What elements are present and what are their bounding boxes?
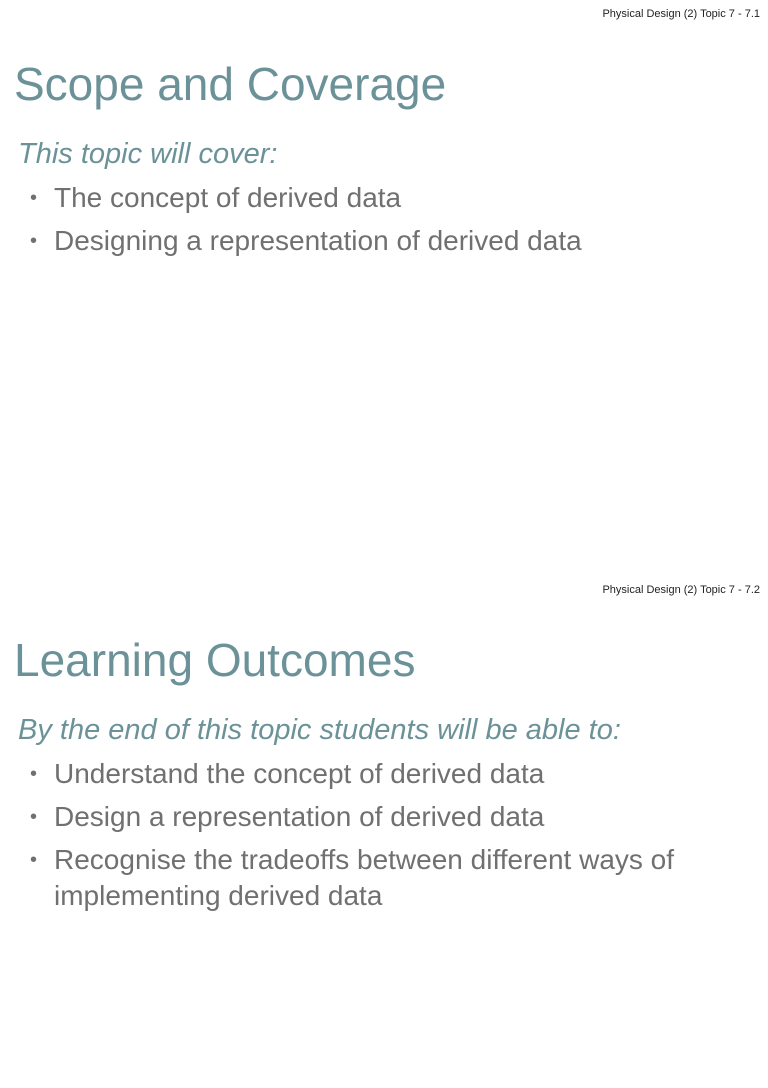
slide-learning-outcomes [0,576,768,1088]
bullet-item [30,180,740,216]
bullet-item [30,842,740,914]
bullet-dot-icon: • [30,806,38,828]
bullet-dot-icon: • [30,230,38,252]
slide-header: Physical Design (2) Topic 7 - 7.2 [602,584,760,596]
slide-title: Learning Outcomes [14,634,416,686]
bullet-item [30,223,740,259]
slide-header: Physical Design (2) Topic 7 - 7.1 [602,8,760,20]
slide-scope-and-coverage [0,0,768,512]
bullet-list [30,756,740,921]
bullet-text: The concept of derived data [54,182,402,213]
bullet-text: Understand the concept of derived data [54,758,545,789]
bullet-item [30,756,740,792]
bullet-text: Design a representation of derived data [54,801,545,832]
bullet-text: Recognise the tradeoffs between different ways of implementing derived data [54,844,675,911]
bullet-text: Designing a representation of derived data [54,225,582,256]
bullet-dot-icon: • [30,849,38,871]
bullet-dot-icon: • [30,763,38,785]
bullet-item [30,799,740,835]
bullet-dot-icon: • [30,187,38,209]
slide-title: Scope and Coverage [14,58,447,110]
bullet-list [30,180,740,266]
slide-subtitle: This topic will cover: [18,138,278,170]
slide-subtitle: By the end of this topic students will be able to: [18,714,621,746]
